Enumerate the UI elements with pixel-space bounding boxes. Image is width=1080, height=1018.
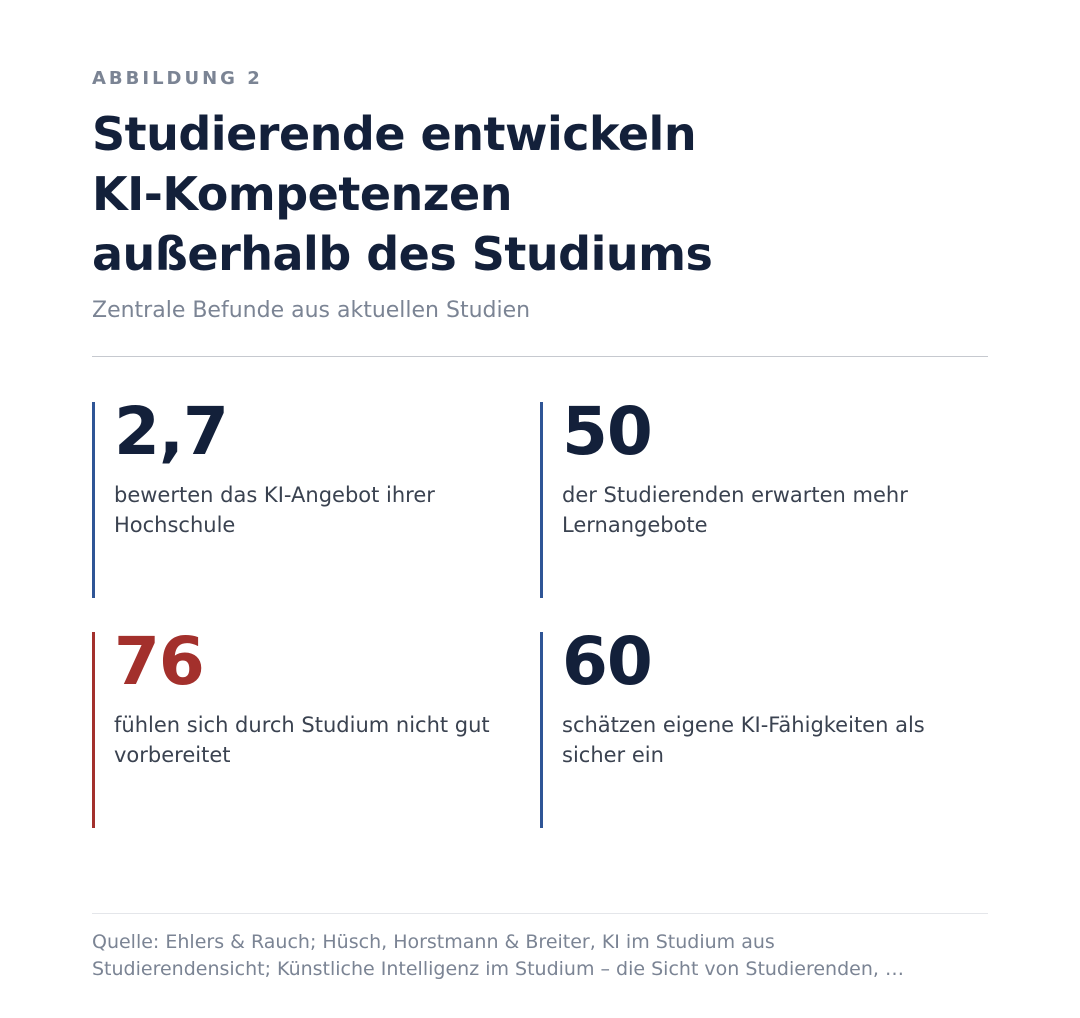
title-line: KI-Kompetenzen	[92, 167, 513, 221]
source-line: Studierendensicht; Künstliche Intelligenz im Studium – die Sicht von Studierenden, …	[92, 958, 904, 980]
source-line: Quelle: Ehlers & Rauch; Hüsch, Horstmann & Breiter, KI im Studium aus	[92, 931, 775, 953]
accent-bar	[540, 632, 543, 828]
stat-description: der Studierenden erwarten mehr Lernangebote	[562, 483, 908, 537]
stat-card	[540, 393, 960, 598]
title-line: außerhalb des Studiums	[92, 227, 713, 281]
stat-value: 76	[114, 623, 204, 700]
page-subtitle: Zentrale Befunde aus aktuellen Studien	[92, 298, 531, 323]
title-line: Studierende entwickeln	[92, 107, 697, 161]
page-title	[92, 104, 992, 284]
source-note	[92, 929, 992, 983]
divider	[92, 913, 988, 914]
accent-bar	[540, 402, 543, 598]
accent-bar	[92, 402, 95, 598]
divider	[92, 356, 988, 357]
stat-description: fühlen sich durch Studium nicht gut vorbereitet	[114, 713, 490, 767]
stat-value: 60	[562, 623, 652, 700]
stat-description: schätzen eigene KI-Fähigkeiten als sicher ein	[562, 713, 925, 767]
stat-card	[92, 393, 512, 598]
accent-bar	[92, 632, 95, 828]
stat-value: 2,7	[114, 393, 228, 470]
stat-card	[92, 623, 512, 828]
stat-value: 50	[562, 393, 652, 470]
stat-card	[540, 623, 960, 828]
stat-description: bewerten das KI-Angebot ihrer Hochschule	[114, 483, 435, 537]
figure-label: ABBILDUNG 2	[92, 68, 263, 89]
